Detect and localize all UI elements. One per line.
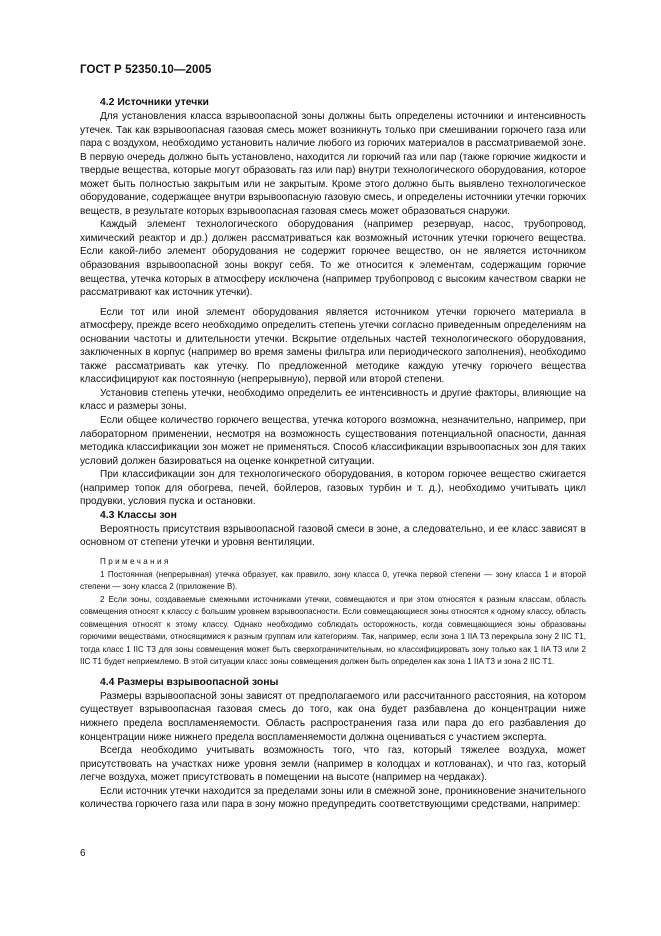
- note-item: 1 Постоянная (непрерывная) утечка образует, как правило, зону класса 0, утечка первой степени — зону класса 1 и второй степени — зону класса 2 (приложение В).: [80, 569, 586, 592]
- paragraph: Для установления класса взрывоопасной зоны должны быть определены источники и интенсивность утечек. Так как взрывоопасная газовая смесь может возникнуть только при смешивании горючего газа или пара с воздухом, необходимо установить наличие любого из горючих материалов в рассматриваемой зоне. В первую очередь должно быть установлено, находится ли горючий газ или пар (также горючие жидкости и твердые вещества, которые могут образовать газ или пар) внутри технологического оборудования, которое может быть полностью закрытым или не закрытым. Кроме этого должно быть выявлено технологическое оборудование, содержащее внутри взрывоопасную газовую смесь, и определены источники утечки горючих веществ, в результате которых взрывоопасная газовая смесь может образоваться снаружи.: [80, 111, 586, 217]
- page-number: 6: [80, 848, 86, 859]
- document-body: [80, 96, 586, 812]
- paragraph: Если тот или иной элемент оборудования является источником утечки горючего материала в атмосферу, прежде всего необходимо определить степень утечки согласно приведенным определениям на основании частоты и длительности утечки. Вскрытие отдельных частей технологического оборудования, заключенных в корпус (например во время замены фильтра или периодического заполнения), необходимо также рассматривать как утечку. По предложенной методике каждую утечку горючего вещества классифицируют как постоянную (непрерывную), первой или второй степени.: [80, 306, 586, 386]
- note-item: 2 Если зоны, создаваемые смежными источниками утечки, совмещаются и при этом относятся к разным классам, область совмещения относят к классу с большим уровнем взрывоопасности. Если совмещающиеся зоны относятся к одному классу, область совмещения относят к этому классу. Однако необходимо соблюдать осторожность, когда совмещающиеся зоны образованы горючими веществами, относящимися к разным группам или категориям. Так, например, если зона 1 IIA T3 перекрыла зону 2 IIC T1, тогда класс 1 IIC T3 для зоны совмещения может быть сверхограничительным, но классифицировать зону только как 1 IIA T3 или 2 IIC T1 будет неприемлемо. В этой ситуации класс зоны совмещения должен быть определен как зона 1 IIA T3 и зона 2 IIC T1.: [80, 594, 586, 667]
- paragraph: При классификации зон для технологического оборудования, в котором горючее вещество сжигается (например топок для обогрева, печей, бойлеров, газовых турбин и т. д.), необходимо учитывать цикл продувки, условия пуска и остановки.: [80, 469, 586, 508]
- section-heading-4-2: 4.2 Источники утечки: [100, 97, 209, 108]
- document-header: ГОСТ Р 52350.10—2005: [80, 64, 212, 76]
- paragraph: Вероятность присутствия взрывоопасной газовой смеси в зоне, а следовательно, и ее класс зависят в основном от степени утечки и уровня вентиляции.: [80, 523, 586, 549]
- notes-block: [80, 556, 586, 669]
- paragraph: Если общее количество горючего вещества, утечка которого возможна, незначительно, например, при лабораторном применении, несмотря на возможность существования потенциальной опасности, данная методика классификации зон может не применяться. Способ классификации взрывоопасных зон для таких условий должен базироваться на оценке конкретной ситуации.: [80, 415, 586, 467]
- notes-title: Примечания: [100, 556, 171, 566]
- paragraph: Если источник утечки находится за пределами зоны или в смежной зоне, проникновение значительного количества горючего газа или пара в зону можно предупредить соответствующими средствами, например:: [80, 785, 586, 811]
- section-heading-4-4: 4.4 Размеры взрывоопасной зоны: [100, 676, 279, 688]
- paragraph: Установив степень утечки, необходимо определить ее интенсивность и другие факторы, влияющие на класс и размеры зоны.: [80, 387, 586, 413]
- paragraph: Размеры взрывоопасной зоны зависят от предполагаемого или рассчитанного расстояния, на котором существует взрывоопасная газовая смесь до того, как она будет разбавлена до концентрации ниже нижнего предела воспламеняемости. Область распространения газа или пара до его разбавления до концентрации ниже нижнего предела воспламеняемости должна оцениваться с участием эксперта.: [80, 690, 586, 743]
- paragraph: Всегда необходимо учитывать возможность того, что газ, который тяжелее воздуха, может присутствовать на участках ниже уровня земли (например в колодцах и котлованах), и что газ, который легче воздуха, может присутствовать в помещении на высоте (например на чердаках).: [80, 745, 586, 784]
- paragraph: Каждый элемент технологического оборудования (например резервуар, насос, трубопровод, химический реактор и др.) должен рассматриваться как возможный источник утечки горючего вещества. Если какой-либо элемент оборудования не содержит горючее вещество, он не является источником образования взрывоопасной зоны вокруг себя. То же относится к элементам, содержащим горючие вещества, утечка которых в атмосферу исключена (например трубопровод с высоким качеством сварки не рассматривают как источник утечки).: [80, 219, 586, 299]
- section-heading-4-3: 4.3 Классы зон: [100, 509, 177, 521]
